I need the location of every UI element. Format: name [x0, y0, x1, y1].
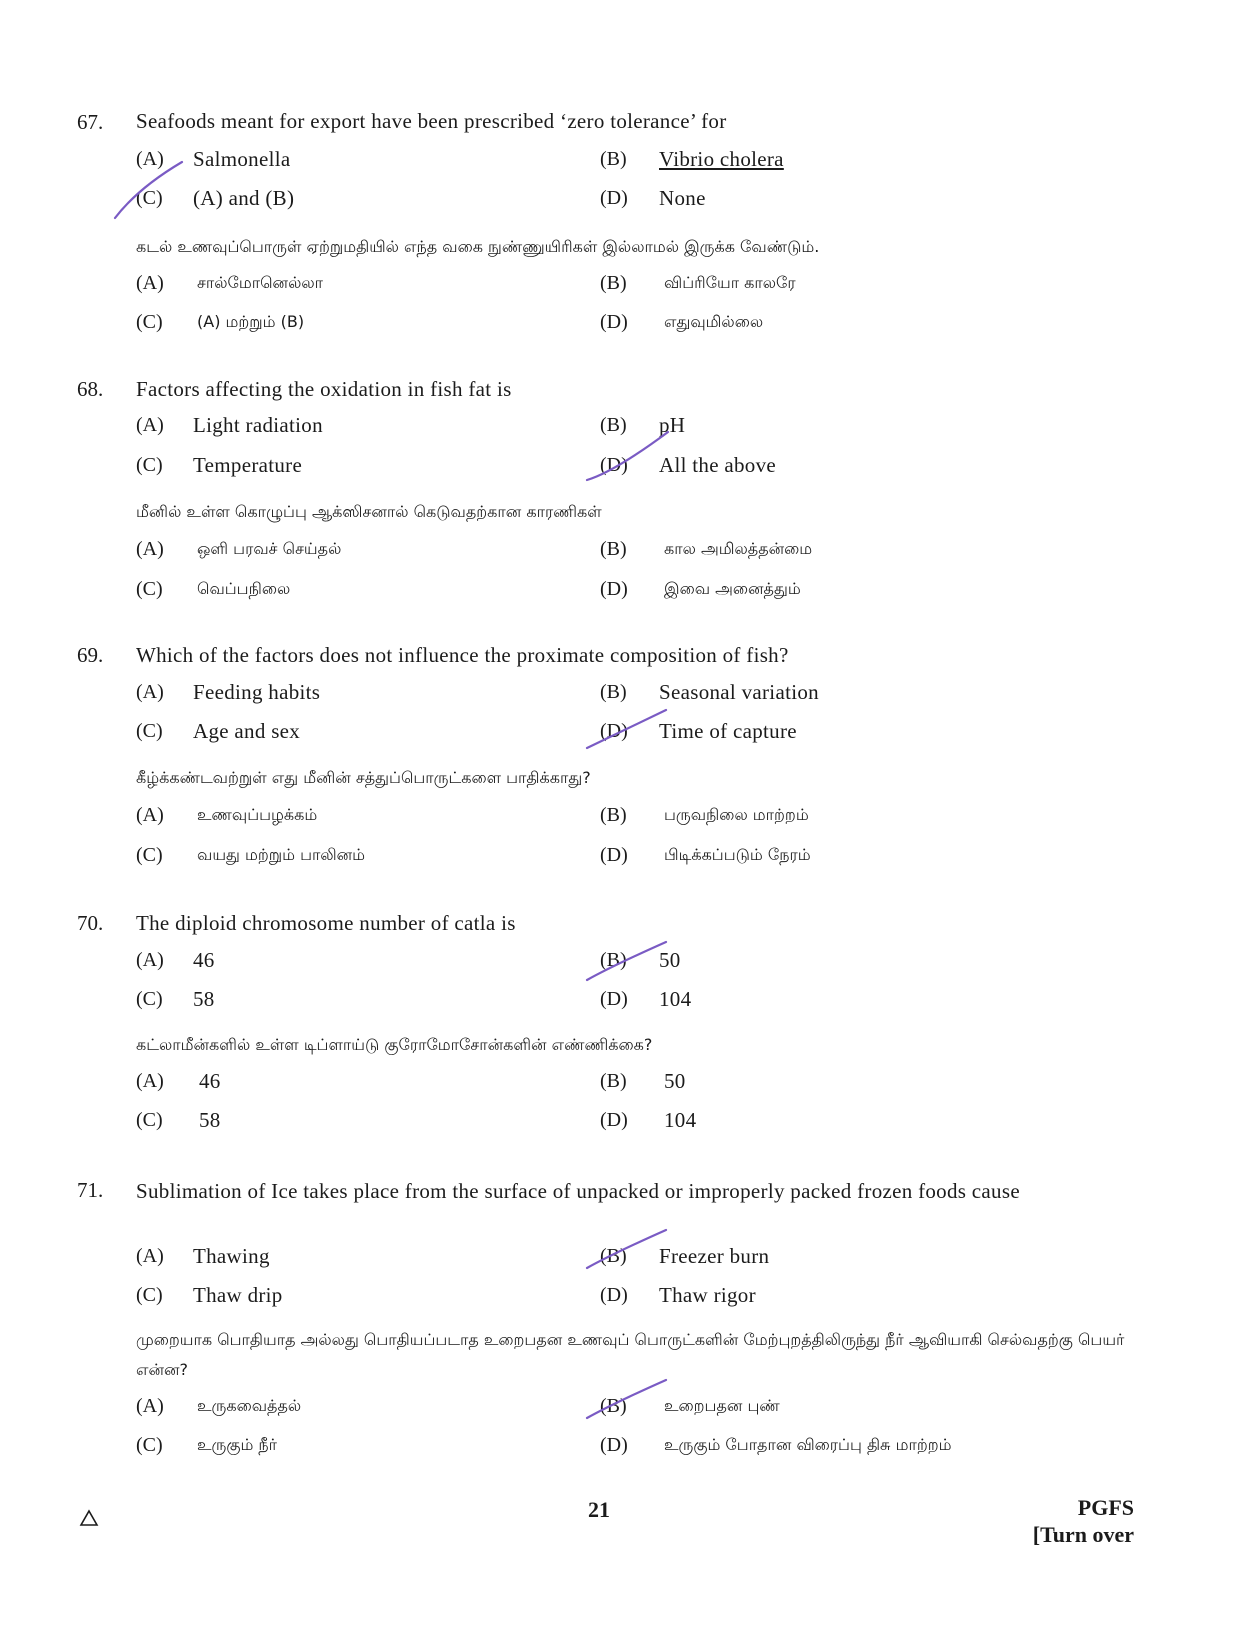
question-text: Sublimation of Ice takes place from the surface of unpacked or improperly packed frozen foods cause — [136, 1179, 1020, 1203]
question-text: Seafoods meant for export have been prescribed ‘zero tolerance’ for — [136, 109, 727, 133]
option-label: (D) — [600, 844, 628, 866]
option-label: (A) — [136, 272, 164, 294]
tamil-option-text: (A) மற்றும் (B) — [197, 312, 305, 331]
option-label: (A) — [136, 538, 164, 560]
tamil-option-text: உணவுப்பழக்கம் — [197, 805, 318, 824]
option-text: Feeding habits — [193, 680, 321, 704]
question-number: 67. — [77, 110, 104, 134]
option-label: (D) — [600, 1434, 628, 1456]
option-label: (B) — [600, 538, 627, 560]
tamil-option-text: சால்மோனெல்லா — [197, 273, 323, 292]
option-label: (C) — [136, 720, 163, 742]
tamil-question-text: மீனில் உள்ள கொழுப்பு ஆக்ஸிசனால் கெடுவதற்கான காரணிகள் — [136, 502, 602, 521]
option-label: (C) — [136, 988, 163, 1010]
option-label: (D) — [600, 720, 628, 742]
option-text: (A) and (B) — [193, 186, 295, 210]
tamil-option-text: எதுவுமில்லை — [664, 312, 764, 331]
tamil-question-text: கடல் உணவுப்பொருள் ஏற்றுமதியில் எந்த வகை நுண்ணுயிரிகள் இல்லாமல் இருக்க வேண்டும். — [136, 237, 820, 256]
option-text: Light radiation — [193, 413, 323, 437]
option-label: (D) — [600, 988, 628, 1010]
question-number: 71. — [77, 1178, 104, 1202]
tamil-option-text: 104 — [664, 1108, 697, 1132]
tamil-option-text: 46 — [199, 1069, 221, 1093]
option-label: (B) — [600, 272, 627, 294]
answer-tick-mark — [584, 706, 674, 752]
option-label: (B) — [600, 1245, 627, 1267]
option-label: (D) — [600, 1109, 628, 1131]
option-label: (D) — [600, 187, 628, 209]
answer-tick-mark — [584, 1226, 674, 1272]
option-label: (A) — [136, 1070, 164, 1092]
option-text: 58 — [193, 987, 215, 1011]
option-label: (C) — [136, 454, 163, 476]
option-label: (A) — [136, 804, 164, 826]
option-text: pH — [659, 413, 686, 437]
tamil-question-text: கீழ்க்கண்டவற்றுள் எது மீனின் சத்துப்பொருட்களை பாதிக்காது? — [136, 768, 591, 787]
option-label: (D) — [600, 578, 628, 600]
option-label: (A) — [136, 148, 164, 170]
option-label: (A) — [136, 1245, 164, 1267]
option-label: (B) — [600, 681, 627, 703]
tamil-option-text: ஒளி பரவச் செய்தல் — [197, 539, 342, 558]
turn-over-note: [Turn over — [1032, 1522, 1134, 1547]
option-text: Age and sex — [193, 719, 301, 743]
option-label: (D) — [600, 311, 628, 333]
page-number: 21 — [588, 1497, 610, 1522]
option-label: (A) — [136, 414, 164, 436]
tamil-question-text: கட்லாமீன்களில் உள்ள டிப்ளாய்டு குரோமோசோன்களின் எண்ணிக்கை? — [136, 1035, 653, 1054]
tamil-option-text: வெப்பநிலை — [197, 579, 291, 598]
question-text: Factors affecting the oxidation in fish fat is — [136, 377, 512, 401]
question-number: 70. — [77, 911, 104, 935]
option-text: Freezer burn — [659, 1244, 770, 1268]
option-label: (B) — [600, 148, 627, 170]
answer-tick-mark — [584, 1376, 674, 1422]
option-label: (A) — [136, 1395, 164, 1417]
tamil-option-text: வயது மற்றும் பாலினம் — [197, 845, 366, 864]
tamil-option-text: உறைபதன புண் — [664, 1396, 780, 1415]
option-text: Thaw rigor — [659, 1283, 756, 1307]
option-label: (C) — [136, 1434, 163, 1456]
option-text: 104 — [659, 987, 692, 1011]
option-text: None — [659, 186, 706, 210]
option-label: (C) — [136, 187, 163, 209]
option-label: (D) — [600, 454, 628, 476]
option-label: (A) — [136, 949, 164, 971]
option-text: Vibrio cholera — [659, 147, 784, 171]
triangle-icon — [79, 1509, 99, 1527]
option-text: 46 — [193, 948, 215, 972]
tamil-option-text: கால அமிலத்தன்மை — [664, 539, 813, 558]
option-text: Thaw drip — [193, 1283, 283, 1307]
tamil-option-text: பிடிக்கப்படும் நேரம் — [664, 845, 811, 864]
option-label: (C) — [136, 1109, 163, 1131]
option-text: Temperature — [193, 453, 303, 477]
tamil-option-text: 58 — [199, 1108, 221, 1132]
answer-tick-mark — [584, 428, 674, 484]
answer-tick-mark — [584, 938, 674, 984]
tamil-question-text: முறையாக பொதியாத அல்லது பொதியப்படாத உறைபதன உணவுப் பொருட்களின் மேற்புறத்திலிருந்து நீர் ஆவியாகி செல்வதற்கு பெயர் என்ன? — [136, 1330, 1125, 1379]
option-label: (C) — [136, 311, 163, 333]
option-text: Time of capture — [659, 719, 797, 743]
question-text: Which of the factors does not influence the proximate composition of fish? — [136, 643, 789, 667]
option-label: (B) — [600, 804, 627, 826]
option-label: (C) — [136, 1284, 163, 1306]
option-label: (C) — [136, 578, 163, 600]
option-text: Seasonal variation — [659, 680, 819, 704]
option-label: (B) — [600, 949, 627, 971]
paper-code: PGFS — [1077, 1495, 1134, 1520]
question-text: The diploid chromosome number of catla is — [136, 911, 516, 935]
tamil-option-text: பருவநிலை மாற்றம் — [664, 805, 809, 824]
option-label: (B) — [600, 414, 627, 436]
option-text: Thawing — [193, 1244, 270, 1268]
answer-tick-mark — [112, 160, 192, 220]
question-number: 69. — [77, 643, 104, 667]
tamil-option-text: விப்ரியோ காலரே — [664, 273, 796, 292]
tamil-option-text: உருகவைத்தல் — [197, 1396, 302, 1415]
option-label: (D) — [600, 1284, 628, 1306]
option-text: Salmonella — [193, 147, 291, 171]
tamil-option-text: இவை அனைத்தும் — [664, 579, 801, 598]
option-label: (C) — [136, 844, 163, 866]
question-number: 68. — [77, 377, 104, 401]
option-label: (B) — [600, 1070, 627, 1092]
option-text: All the above — [659, 453, 777, 477]
option-label: (B) — [600, 1395, 627, 1417]
option-label: (A) — [136, 681, 164, 703]
option-text: 50 — [659, 948, 681, 972]
tamil-option-text: 50 — [664, 1069, 686, 1093]
tamil-option-text: உருகும் நீர் — [197, 1435, 278, 1454]
tamil-option-text: உருகும் போதான விரைப்பு திசு மாற்றம் — [664, 1435, 952, 1454]
